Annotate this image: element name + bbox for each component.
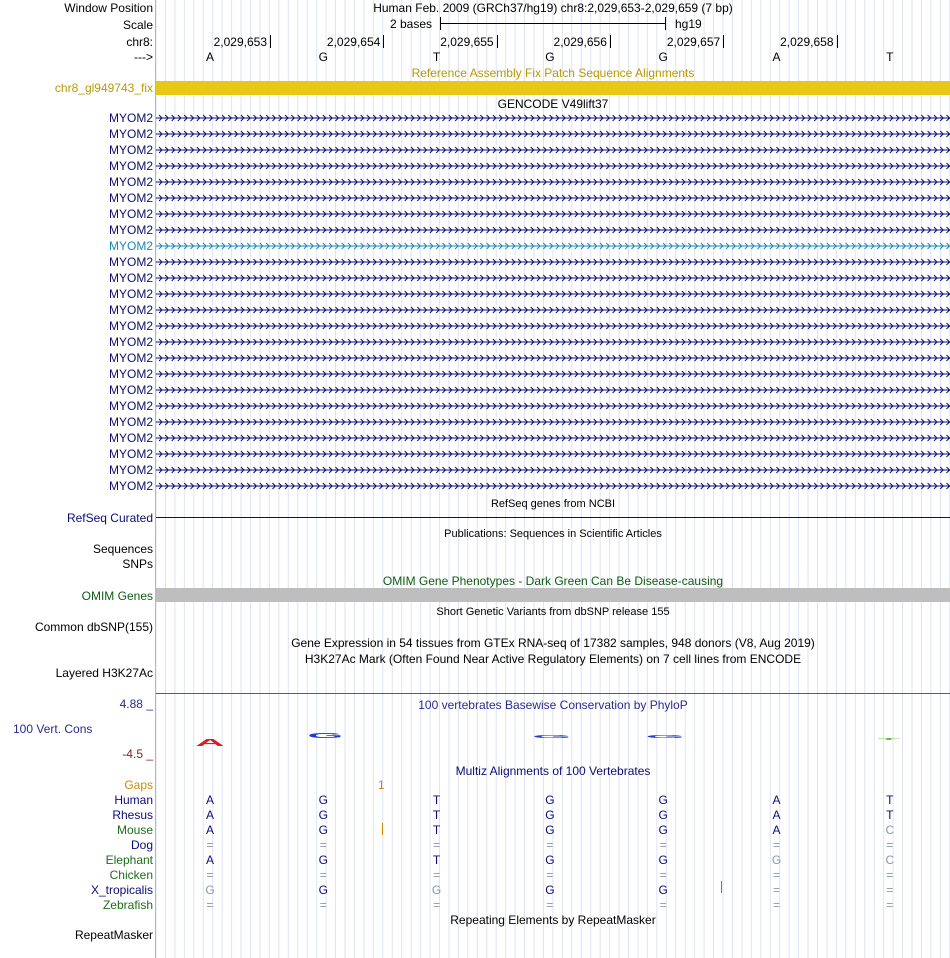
alignment-base: = <box>772 838 780 852</box>
alignment-base: G <box>545 793 555 807</box>
reference-base: T <box>886 50 894 64</box>
alignment-base: T <box>432 853 441 867</box>
alignment-base: = <box>206 868 214 882</box>
label-column <box>0 0 155 958</box>
alignment-base: G <box>545 853 555 867</box>
alignment-base: A <box>772 808 781 822</box>
gtex-track-title[interactable]: Gene Expression in 54 tissues from GTEx RNA-seq of 17382 samples, 948 donors (V8, Aug 2019) <box>291 636 815 650</box>
alignment-base: T <box>432 808 441 822</box>
gencode-transcript-label[interactable]: MYOM2 <box>108 303 153 317</box>
gencode-transcript-label[interactable]: MYOM2 <box>108 383 153 397</box>
h3k27ac-label[interactable]: Layered H3K27Ac <box>55 666 153 680</box>
gencode-transcript-label[interactable]: MYOM2 <box>108 335 153 349</box>
alignment-base: = <box>206 898 214 912</box>
dbsnp-track-title[interactable]: Short Genetic Variants from dbSNP release 155 <box>436 606 670 618</box>
alignment-base: G <box>318 793 328 807</box>
alignment-base: G <box>205 883 215 897</box>
multiz-track-title[interactable]: Multiz Alignments of 100 Vertebrates <box>455 764 651 778</box>
phylop-logo-a: A <box>195 736 225 749</box>
reference-base: A <box>205 50 214 64</box>
gencode-transcript-label[interactable]: MYOM2 <box>108 143 153 157</box>
window-position-value: Human Feb. 2009 (GRCh37/hg19) chr8:2,029,653-2,029,659 (7 bp) <box>373 1 733 15</box>
alignment-base: G <box>318 853 328 867</box>
alignment-base: = <box>206 838 214 852</box>
species-label[interactable]: Zebrafish <box>102 898 153 912</box>
publications-sequences-label[interactable]: Sequences <box>92 542 153 556</box>
scale-label: Scale <box>122 18 153 32</box>
gencode-transcript-label[interactable]: MYOM2 <box>108 239 153 253</box>
multiz-gaps-label[interactable]: Gaps <box>124 778 153 792</box>
gencode-transcript-label[interactable]: MYOM2 <box>108 431 153 445</box>
coordinate-tick-label: 2,029,654 <box>326 35 381 49</box>
reference-base: G <box>658 50 668 64</box>
alignment-base: C <box>885 853 895 867</box>
alignment-base: A <box>205 808 214 822</box>
alignment-base: A <box>772 793 781 807</box>
alignment-base: G <box>545 823 555 837</box>
alignment-base: = <box>319 868 327 882</box>
gencode-transcript-label[interactable]: MYOM2 <box>108 159 153 173</box>
alignment-base: G <box>431 883 442 897</box>
alignment-base: A <box>205 793 214 807</box>
alignment-base: G <box>658 883 668 897</box>
phylop-track-title[interactable]: 100 vertebrates Basewise Conservation by PhyloP <box>418 698 688 712</box>
alignment-base: A <box>205 853 214 867</box>
alignment-base: G <box>318 883 328 897</box>
alignment-base: = <box>772 898 780 912</box>
gencode-transcript-label[interactable]: MYOM2 <box>108 351 153 365</box>
alignment-base: = <box>546 868 554 882</box>
alignment-base: A <box>205 823 214 837</box>
species-label[interactable]: Elephant <box>105 853 153 867</box>
alignment-base: G <box>658 793 668 807</box>
gencode-track-title[interactable]: GENCODE V49lift37 <box>497 97 609 111</box>
alignment-base: = <box>772 883 780 897</box>
fix-patch-track-title[interactable]: Reference Assembly Fix Patch Sequence Alignments <box>411 66 695 80</box>
gencode-transcript-label[interactable]: MYOM2 <box>108 223 153 237</box>
gencode-transcript-label[interactable]: MYOM2 <box>108 447 153 461</box>
reference-base: G <box>318 50 328 64</box>
reference-base: T <box>432 50 441 64</box>
omim-genes-label[interactable]: OMIM Genes <box>81 589 153 603</box>
repeatmasker-label[interactable]: RepeatMasker <box>74 928 153 942</box>
alignment-base: = <box>433 838 441 852</box>
gencode-transcript-label[interactable]: MYOM2 <box>108 479 153 493</box>
alignment-base: = <box>886 883 894 897</box>
alignment-base: T <box>432 823 441 837</box>
alignment-base: = <box>659 898 667 912</box>
alignment-base: = <box>433 898 441 912</box>
species-label[interactable]: Chicken <box>109 868 153 882</box>
gencode-transcript-label[interactable]: MYOM2 <box>108 271 153 285</box>
alignment-base: G <box>658 808 668 822</box>
species-label[interactable]: Rhesus <box>112 808 153 822</box>
gencode-transcript-label[interactable]: MYOM2 <box>108 287 153 301</box>
alignment-base: G <box>318 808 328 822</box>
alignment-base: T <box>432 793 441 807</box>
alignment-base: = <box>546 838 554 852</box>
alignment-base: = <box>772 868 780 882</box>
alignment-base: = <box>886 868 894 882</box>
phylop-logo-g: G <box>645 734 685 739</box>
alignment-base: A <box>772 823 781 837</box>
alignment-base: = <box>886 838 894 852</box>
alignment-base: = <box>886 898 894 912</box>
coordinate-tick-label: 2,029,655 <box>440 35 494 49</box>
gencode-transcript-label[interactable]: MYOM2 <box>108 367 153 381</box>
h3k27ac-track-title[interactable]: H3K27Ac Mark (Often Found Near Active Regulatory Elements) on 7 cell lines from ENCODE <box>304 652 802 666</box>
fix-patch-label[interactable]: chr8_gl949743_fix <box>54 81 153 95</box>
window-position-label: Window Position <box>64 1 153 15</box>
publications-track-title[interactable]: Publications: Sequences in Scientific Articles <box>444 528 662 540</box>
gencode-transcript-label[interactable]: MYOM2 <box>108 111 153 125</box>
alignment-base: G <box>318 823 328 837</box>
species-label[interactable]: Human <box>114 793 153 807</box>
reference-base: A <box>772 50 781 64</box>
repeatmasker-track-title[interactable]: Repeating Elements by RepeatMasker <box>450 913 656 927</box>
strand-label: ---> <box>134 50 153 64</box>
coordinate-tick-label: 2,029,657 <box>666 35 721 49</box>
gencode-transcript-label[interactable]: MYOM2 <box>108 399 153 413</box>
alignment-base: G <box>771 853 782 867</box>
alignment-base: G <box>658 823 668 837</box>
alignment-base: G <box>658 853 668 867</box>
coordinate-tick-label: 2,029,653 <box>213 35 267 49</box>
alignment-base: T <box>886 793 894 807</box>
gencode-transcript-label[interactable]: MYOM2 <box>108 319 153 333</box>
alignment-base: T <box>886 808 894 822</box>
scale-bases-text: 2 bases <box>390 17 433 31</box>
species-label[interactable]: Mouse <box>116 823 153 837</box>
phylop-label[interactable]: 100 Vert. Cons <box>13 722 93 736</box>
alignment-base: = <box>546 898 554 912</box>
reference-base: G <box>545 50 555 64</box>
phylop-min-label: -4.5 _ <box>122 747 153 761</box>
alignment-base: G <box>545 883 555 897</box>
alignment-base: = <box>659 838 667 852</box>
species-label[interactable]: Dog <box>130 838 153 852</box>
gencode-transcript-label[interactable]: MYOM2 <box>108 463 153 477</box>
gencode-transcript-label[interactable]: MYOM2 <box>108 191 153 205</box>
publications-snps-label[interactable]: SNPs <box>122 557 153 571</box>
alignment-base: G <box>545 808 555 822</box>
dbsnp-label[interactable]: Common dbSNP(155) <box>34 620 153 634</box>
phylop-logo-t: T <box>877 737 900 741</box>
gencode-transcript-label[interactable]: MYOM2 <box>108 175 153 189</box>
alignment-base: = <box>319 838 327 852</box>
scale-assembly-text: hg19 <box>675 17 702 31</box>
chrom-label: chr8: <box>126 35 153 49</box>
phylop-logo-g: G <box>532 734 572 739</box>
species-label[interactable]: X_tropicalis <box>90 883 153 897</box>
alignment-base: = <box>319 898 327 912</box>
coordinate-tick-label: 2,029,656 <box>553 35 607 49</box>
phylop-logo-g: G <box>307 731 344 740</box>
refseq-label[interactable]: RefSeq Curated <box>66 511 153 525</box>
coordinate-tick-label: 2,029,658 <box>780 35 834 49</box>
alignment-base: C <box>885 823 895 837</box>
gencode-transcript-label[interactable]: MYOM2 <box>108 415 153 429</box>
omim-track-title[interactable]: OMIM Gene Phenotypes - Dark Green Can Be Disease-causing <box>382 574 724 588</box>
gencode-transcript-label[interactable]: MYOM2 <box>108 255 153 269</box>
gencode-transcript-label[interactable]: MYOM2 <box>108 207 153 221</box>
refseq-track-title[interactable]: RefSeq genes from NCBI <box>490 498 616 510</box>
gap-marker: 1 <box>378 778 385 792</box>
phylop-max-label: 4.88 _ <box>119 697 153 711</box>
alignment-base: = <box>659 868 667 882</box>
alignment-base: = <box>433 868 441 882</box>
gencode-transcript-label[interactable]: MYOM2 <box>108 127 153 141</box>
